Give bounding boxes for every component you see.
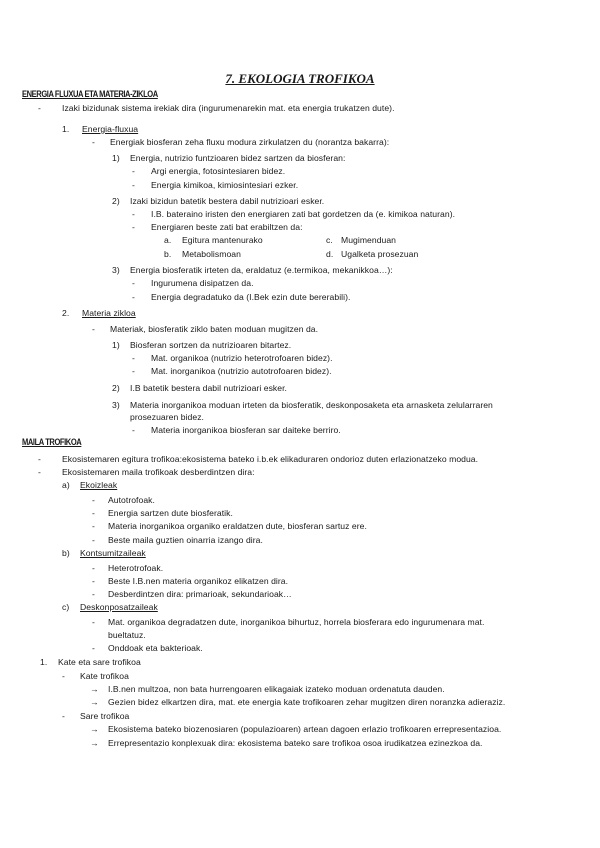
list-marker: → (90, 684, 99, 694)
list-item-text: Ekosistemaren maila trofikoak desberdintzen dira: (62, 467, 255, 477)
list-item-text: Onddoak eta bakterioak. (108, 643, 203, 653)
list-marker: - (132, 180, 135, 190)
list-item-text: Ingurumena disipatzen da. (151, 278, 254, 288)
list-item-text: I.B.nen multzoa, non bata hurrengoaren elikagaiak izateko moduan ordenatuta dauden. (108, 684, 445, 694)
list-marker: - (92, 495, 95, 505)
list-marker: - (132, 353, 135, 363)
list-marker: - (92, 563, 95, 573)
list-marker: - (132, 222, 135, 232)
list-item-text: Argi energia, fotosintesiaren bidez. (151, 166, 286, 176)
list-marker: 2) (112, 196, 120, 206)
list-marker: 1. (62, 124, 70, 134)
list-item-text: Ekosistemaren egitura trofikoa:ekosistema bateko i.b.ek elikaduraren ondorioz duten erlazionatzeko modua. (62, 454, 479, 464)
list-marker: 3) (112, 400, 120, 410)
list-marker: → (90, 738, 99, 748)
list-item-text: Energia sartzen dute biosferatik. (108, 508, 233, 518)
list-item-text: Kate eta sare trofikoa (58, 657, 141, 667)
list-marker: 2. (62, 308, 70, 318)
list-item-text: Heterotrofoak. (108, 563, 164, 573)
list-item-text: Errepresentazio konplexuak dira: ekosistema bateko sare trofikoa osoa irudikatzea ezinezkoa da. (108, 738, 483, 748)
list-marker: - (38, 454, 41, 464)
list-item-text: Ekosistema bateko biozenosiaren (populazioaren) artean dagoen erlazio trofikoaren errepresentazioa. (108, 724, 502, 734)
list-marker: 1) (112, 153, 120, 163)
list-item-text: Autotrofoak. (108, 495, 155, 505)
list-marker: - (132, 292, 135, 302)
list-marker: - (92, 137, 95, 147)
list-item-text: Mat. organikoa (nutrizio heterotrofoaren bidez). (151, 353, 333, 363)
list-item-text: Egitura mantenurako (182, 235, 263, 245)
list-item-text: Ugalketa prosezuan (341, 249, 419, 259)
list-marker: - (132, 166, 135, 176)
list-marker: 3) (112, 265, 120, 275)
list-item-text: Energiak biosferan zeha fluxu modura zirkulatzen du (norantza bakarra): (110, 137, 390, 147)
list-item-text: Materia zikloa (82, 308, 136, 318)
list-item-text: Energia, nutrizio funtzioaren bidez sartzen da biosferan: (130, 153, 346, 163)
list-marker: - (92, 521, 95, 531)
list-item-text: Sare trofikoa (80, 711, 130, 721)
list-item-text: bueltatuz. (108, 630, 146, 640)
list-marker: d. (326, 249, 334, 259)
list-item-text: Mugimenduan (341, 235, 397, 245)
list-marker: - (132, 425, 135, 435)
list-marker: - (38, 467, 41, 477)
list-marker: - (132, 366, 135, 376)
list-marker: - (62, 671, 65, 681)
list-marker: 1. (40, 657, 48, 667)
list-item-text: Energiaren beste zati bat erabiltzen da: (151, 222, 303, 232)
list-item-text: Energia kimikoa, kimiosintesiari ezker. (151, 180, 299, 190)
list-marker: 1) (112, 340, 120, 350)
list-marker: b) (62, 548, 70, 558)
list-marker: → (90, 724, 99, 734)
list-marker: a) (62, 480, 70, 490)
list-item-text: Desberdintzen dira: primarioak, sekundarioak… (108, 589, 292, 599)
list-item-text: Kate trofikoa (80, 671, 129, 681)
list-item-text: prosezuaren bidez. (130, 412, 204, 422)
list-item-text: Kontsumitzaileak (80, 548, 146, 558)
list-item-text: Deskonposatzaileak (80, 602, 158, 612)
list-item-text: Materiak, biosferatik ziklo baten moduan mugitzen da. (110, 324, 319, 334)
list-marker: - (92, 576, 95, 586)
list-marker: - (92, 324, 95, 334)
page-title: 7. EKOLOGIA TROFIKOA (225, 71, 375, 86)
list-item-text: Materia inorganikoa organiko eraldatzen dute, biosferan sartuz ere. (108, 521, 367, 531)
list-marker: - (132, 209, 135, 219)
list-marker: a. (164, 235, 172, 245)
list-marker: - (132, 278, 135, 288)
list-item-text: Izaki bizidun batetik bestera dabil nutrizioari esker. (130, 196, 325, 206)
list-item-text: Gezien bidez elkartzen dira, mat. ete energia kate trofikoaren zehar mugitzen diren noranzka adieraziz. (108, 697, 506, 707)
list-item-text: Beste I.B.nen materia organikoz elikatzen dira. (108, 576, 289, 586)
list-marker: - (92, 535, 95, 545)
list-marker: - (92, 589, 95, 599)
list-item-text: Mat. organikoa degradatzen dute, inorganikoa bihurtuz, horrela biosferara edo ingurumenara mat. (108, 617, 485, 627)
section-heading: ENERGIA FLUXUA ETA MATERIA-ZIKLOA (22, 89, 158, 99)
list-marker: - (92, 617, 95, 627)
list-item-text: Energia-fluxua (82, 124, 139, 134)
list-item-text: Izaki bizidunak sistema irekiak dira (ingurumenarekin mat. eta energia trukatzen dute). (62, 103, 395, 113)
list-item-text: I.B. bateraino iristen den energiaren zati bat gordetzen da (e. kimikoa naturan). (151, 209, 456, 219)
list-item-text: Ekoizleak (80, 480, 118, 490)
list-item-text: Beste maila guztien oinarria izango dira. (108, 535, 263, 545)
list-item-text: Materia inorganikoa moduan irteten da biosferatik, deskonposaketa eta arnasketa zelularraren (130, 400, 493, 410)
list-item-text: Metabolismoan (182, 249, 241, 259)
list-item-text: Energia degradatuko da (I.Bek ezin dute bererabili). (151, 292, 351, 302)
list-item-text: Materia inorganikoa biosferan sar daiteke berriro. (151, 425, 341, 435)
list-marker: → (90, 697, 99, 707)
list-item-text: I.B batetik bestera dabil nutrizioari esker. (130, 383, 287, 393)
list-marker: c) (62, 602, 70, 612)
list-marker: - (92, 643, 95, 653)
list-item-text: Energia biosferatik irteten da, eraldatuz (e.termikoa, mekanikkoa…): (130, 265, 393, 275)
list-marker: - (38, 103, 41, 113)
section-heading: MAILA TROFIKOA (22, 437, 82, 447)
list-marker: - (62, 711, 65, 721)
list-marker: 2) (112, 383, 120, 393)
list-item-text: Biosferan sortzen da nutrizioaren bitartez. (130, 340, 292, 350)
list-marker: c. (326, 235, 333, 245)
list-item-text: Mat. inorganikoa (nutrizio autotrofoaren bidez). (151, 366, 332, 376)
list-marker: - (92, 508, 95, 518)
list-marker: b. (164, 249, 172, 259)
